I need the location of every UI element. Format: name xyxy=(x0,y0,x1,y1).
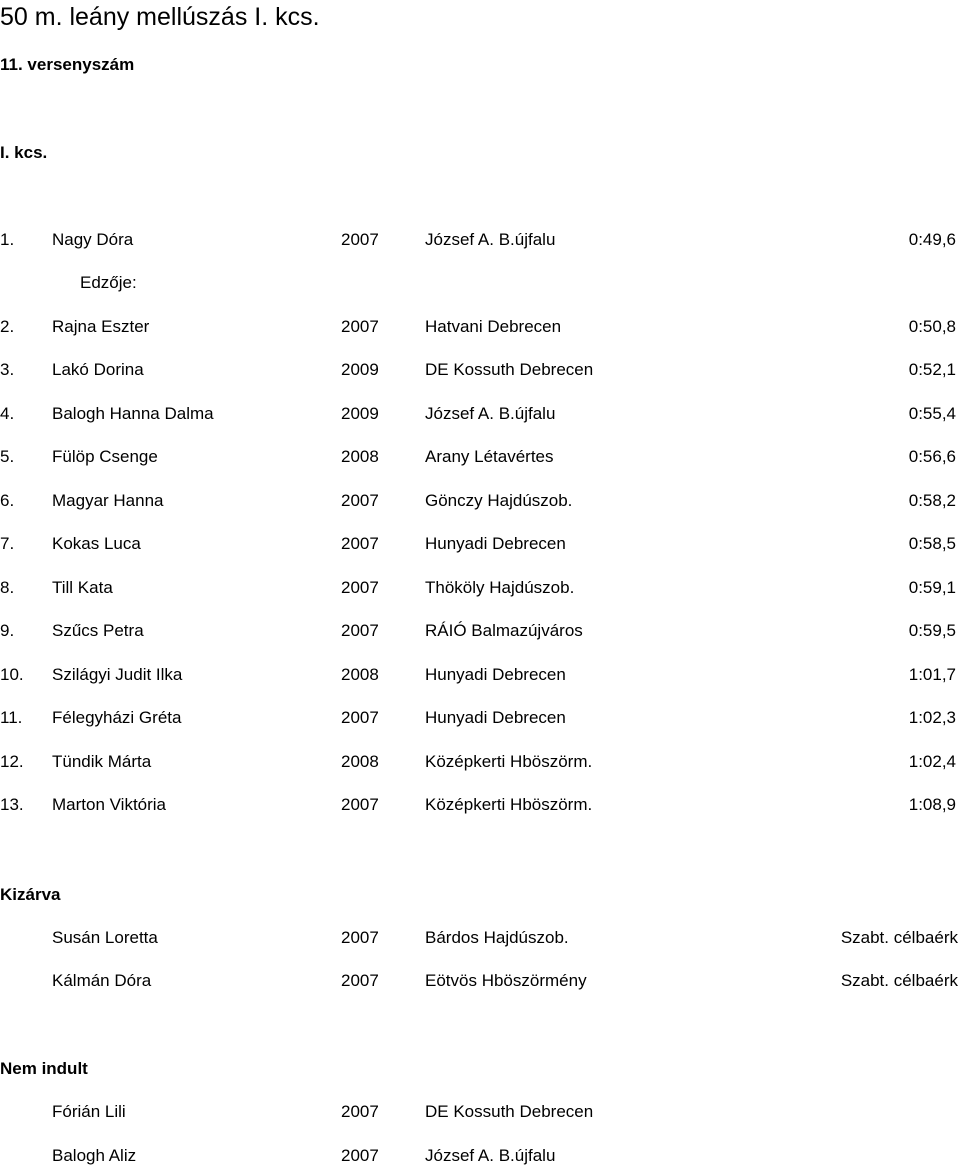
did-not-start-heading: Nem indult xyxy=(0,1059,88,1078)
result-club: RÁIÓ Balmazújváros xyxy=(425,621,583,640)
result-row xyxy=(0,490,960,512)
result-time: 0:56,6 xyxy=(908,447,956,466)
result-year: 2008 xyxy=(341,447,379,466)
result-club: Középkerti Hböszörm. xyxy=(425,752,593,771)
result-name: Kokas Luca xyxy=(52,534,141,553)
result-club: József A. B.újfalu xyxy=(425,404,556,423)
result-year: 2007 xyxy=(341,621,379,640)
disqualified-note: Szabt. célbaérk xyxy=(840,971,958,990)
result-year: 2007 xyxy=(341,534,379,553)
result-row xyxy=(0,403,960,425)
result-club: Gönczy Hajdúszob. xyxy=(425,491,573,510)
did-not-start-club: József A. B.újfalu xyxy=(425,1146,556,1165)
result-name: Balogh Hanna Dalma xyxy=(52,404,214,423)
did-not-start-name: Balogh Aliz xyxy=(52,1146,137,1165)
result-year: 2007 xyxy=(341,230,379,249)
result-time: 1:08,9 xyxy=(908,795,956,814)
result-rank: 4. xyxy=(0,404,15,423)
did-not-start-row xyxy=(0,1145,960,1167)
did-not-start-row xyxy=(0,1101,960,1123)
disqualified-row xyxy=(0,927,960,949)
result-rank: 5. xyxy=(0,447,15,466)
result-time: 1:02,3 xyxy=(908,708,956,727)
result-time: 0:52,1 xyxy=(908,360,956,379)
disqualified-row xyxy=(0,970,960,992)
did-not-start-club: DE Kossuth Debrecen xyxy=(425,1102,594,1121)
result-rank: 13. xyxy=(0,795,24,814)
result-time: 0:49,6 xyxy=(908,230,956,249)
result-name: Magyar Hanna xyxy=(52,491,164,510)
result-time: 1:01,7 xyxy=(908,665,956,684)
result-row xyxy=(0,359,960,381)
disqualified-heading: Kizárva xyxy=(0,885,61,904)
result-time: 0:58,5 xyxy=(908,534,956,553)
result-row xyxy=(0,794,960,816)
result-time: 0:55,4 xyxy=(908,404,956,423)
result-name: Nagy Dóra xyxy=(52,230,134,249)
result-name: Tündik Márta xyxy=(52,752,152,771)
result-club: Arany Létavértes xyxy=(425,447,554,466)
result-row xyxy=(0,751,960,773)
disqualified-name: Kálmán Dóra xyxy=(52,971,152,990)
did-not-start-name: Fórián Lili xyxy=(52,1102,126,1121)
result-rank: 9. xyxy=(0,621,15,640)
result-name: Fülöp Csenge xyxy=(52,447,158,466)
result-time: 0:58,2 xyxy=(908,491,956,510)
result-year: 2008 xyxy=(341,665,379,684)
result-year: 2007 xyxy=(341,578,379,597)
result-year: 2008 xyxy=(341,752,379,771)
result-year: 2009 xyxy=(341,360,379,379)
coach-label: Edzője: xyxy=(80,273,137,292)
result-rank: 3. xyxy=(0,360,15,379)
result-row xyxy=(0,707,960,729)
result-row xyxy=(0,664,960,686)
disqualified-year: 2007 xyxy=(341,928,379,947)
result-year: 2007 xyxy=(341,491,379,510)
result-club: Hatvani Debrecen xyxy=(425,317,562,336)
result-name: Lakó Dorina xyxy=(52,360,144,379)
result-name: Szilágyi Judit Ilka xyxy=(52,665,183,684)
did-not-start-year: 2007 xyxy=(341,1146,379,1165)
result-time: 0:59,1 xyxy=(908,578,956,597)
category-label: I. kcs. xyxy=(0,143,48,162)
result-rank: 1. xyxy=(0,230,15,249)
result-rank: 2. xyxy=(0,317,15,336)
result-club: Hunyadi Debrecen xyxy=(425,708,566,727)
page-title: 50 m. leány mellúszás I. kcs. xyxy=(0,3,320,31)
result-rank: 6. xyxy=(0,491,15,510)
result-time: 0:59,5 xyxy=(908,621,956,640)
result-row xyxy=(0,229,960,251)
disqualified-name: Susán Loretta xyxy=(52,928,158,947)
result-club: Thököly Hajdúszob. xyxy=(425,578,575,597)
disqualified-club: Bárdos Hajdúszob. xyxy=(425,928,569,947)
result-name: Marton Viktória xyxy=(52,795,167,814)
result-club: Középkerti Hböszörm. xyxy=(425,795,593,814)
result-year: 2007 xyxy=(341,795,379,814)
did-not-start-year: 2007 xyxy=(341,1102,379,1121)
disqualified-note: Szabt. célbaérk xyxy=(840,928,958,947)
result-row xyxy=(0,577,960,599)
result-name: Szűcs Petra xyxy=(52,621,144,640)
result-name: Rajna Eszter xyxy=(52,317,150,336)
result-rank: 7. xyxy=(0,534,15,553)
disqualified-year: 2007 xyxy=(341,971,379,990)
result-year: 2007 xyxy=(341,317,379,336)
result-rank: 11. xyxy=(0,708,23,727)
result-row xyxy=(0,620,960,642)
result-name: Till Kata xyxy=(52,578,113,597)
result-name: Félegyházi Gréta xyxy=(52,708,182,727)
result-rank: 10. xyxy=(0,665,24,684)
result-year: 2009 xyxy=(341,404,379,423)
result-rank: 8. xyxy=(0,578,15,597)
result-time: 0:50,8 xyxy=(908,317,956,336)
result-club: Hunyadi Debrecen xyxy=(425,665,566,684)
disqualified-club: Eötvös Hböszörmény xyxy=(425,971,587,990)
result-rank: 12. xyxy=(0,752,24,771)
result-year: 2007 xyxy=(341,708,379,727)
event-number: 11. versenyszám xyxy=(0,55,135,74)
result-club: József A. B.újfalu xyxy=(425,230,556,249)
result-club: Hunyadi Debrecen xyxy=(425,534,566,553)
result-time: 1:02,4 xyxy=(908,752,956,771)
result-club: DE Kossuth Debrecen xyxy=(425,360,594,379)
result-row xyxy=(0,446,960,468)
result-row xyxy=(0,533,960,555)
result-row xyxy=(0,316,960,338)
